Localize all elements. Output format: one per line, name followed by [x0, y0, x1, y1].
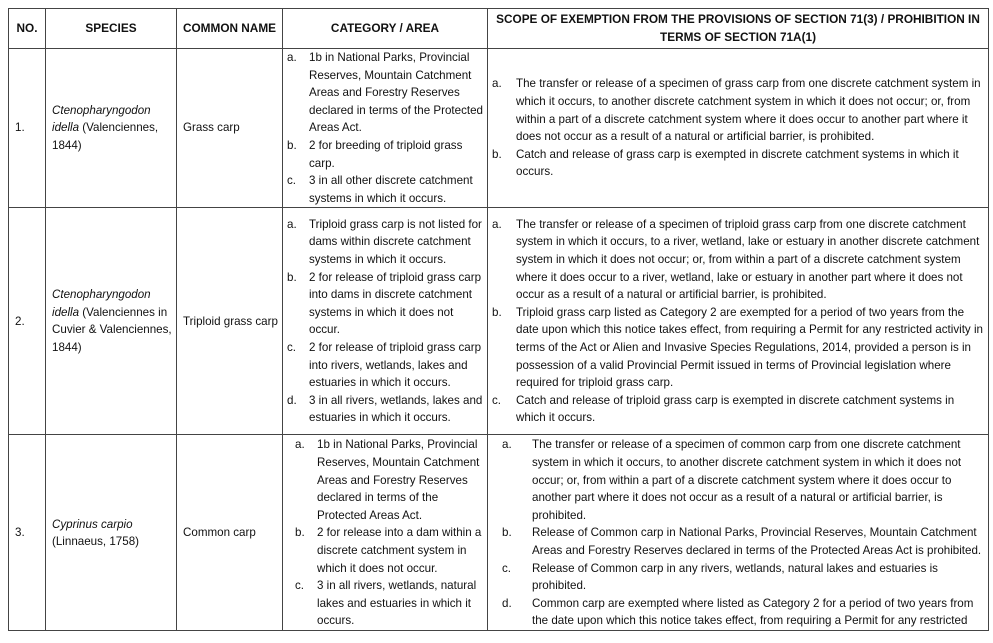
list-item: a. Triploid grass carp is not listed for dams within discrete catchment systems in which it occurs.	[287, 217, 482, 266]
species-authority: (Valenciennes, 1844)	[52, 121, 159, 152]
list-item: c. Release of Common carp in any rivers, wetlands, natural lakes and estuaries is prohibited.	[502, 561, 938, 593]
scope-cell	[488, 435, 989, 631]
category-list	[295, 436, 483, 630]
species-authority: (Valenciennes in Cuvier & Valenciennes, 1844)	[52, 305, 172, 354]
category-cell	[283, 49, 488, 208]
list-item: a. The transfer or release of a specimen of common carp from one discrete catchment system in which it occurs, to another discrete catchment system in which it does not occur; or, from within a part of a discrete catchment system where it does occur to another part where it does not occur as a result of a natural or artificial barrier, is prohibited.	[502, 438, 962, 522]
scope-cell	[488, 208, 989, 435]
list-item: a. 1b in National Parks, Provincial Reserves, Mountain Catchment Areas and Forestry Reserves declared in terms of the Protected Areas Act.	[287, 51, 483, 135]
common-name: Grass carp	[177, 49, 283, 208]
species-cell	[46, 208, 177, 435]
list-item: c. Catch and release of triploid grass carp is exempted in discrete catchment systems in which it occurs.	[492, 393, 955, 425]
table-row	[9, 435, 989, 631]
scope-list	[492, 216, 984, 427]
common-name: Common carp	[177, 435, 283, 631]
species-exemption-table	[8, 8, 989, 631]
table-row	[9, 49, 989, 208]
category-cell	[283, 435, 488, 631]
scope-list	[492, 75, 984, 181]
category-cell	[283, 208, 488, 435]
scope-cell	[488, 49, 989, 208]
common-name: Triploid grass carp	[177, 208, 283, 435]
row-number: 3.	[9, 435, 46, 631]
list-item: a. 1b in National Parks, Provincial Reserves, Mountain Catchment Areas and Forestry Reserves declared in terms of the Protected Areas Act.	[295, 438, 480, 522]
list-item: a. The transfer or release of a specimen of triploid grass carp from one discrete catchment system in which it occurs, to a river, wetland, lake or estuary in another discrete catchment system in which it does not occur; or, from within a part of a discrete catchment system where it does occur to a river, wetland, lake or estuary in another part where it does not occur as a result of a natural or artificial barrier, is prohibited.	[492, 217, 980, 302]
list-item: b. Triploid grass carp listed as Category 2 are exempted for a period of two years from the date upon which this notice takes effect, from requiring a Permit for any restricted activity in terms of the Act or Alien and Invasive Species Regulations, 2014, provided a person is in possession of a valid Provincial Permit issued in terms of Provincial legislation where required for triploid grass carp.	[492, 305, 983, 390]
list-item: b. Catch and release of grass carp is exempted in discrete catchment systems in which it occurs.	[492, 147, 959, 179]
row-number: 1.	[9, 49, 46, 208]
list-item: c. 3 in all other discrete catchment systems in which it occurs.	[287, 174, 473, 205]
list-item: c. 2 for release of triploid grass carp into rivers, wetlands, lakes and estuaries in which it occurs.	[287, 340, 482, 390]
list-item: d. 3 in all rivers, wetlands, lakes and estuaries in which it occurs.	[287, 393, 483, 425]
species-authority: (Linnaeus, 1758)	[52, 535, 140, 549]
species-scientific-name: Ctenopharyngodon idella	[52, 288, 151, 319]
list-item: b. 2 for release into a dam within a discrete catchment system in which it does not occur.	[295, 526, 482, 575]
scope-list	[502, 436, 984, 630]
header-species: SPECIES	[46, 9, 177, 49]
header-common-name: COMMON NAME	[177, 9, 283, 49]
species-cell	[46, 435, 177, 631]
header-row	[9, 9, 989, 49]
category-list	[287, 49, 483, 207]
header-category: CATEGORY / AREA	[283, 9, 488, 49]
list-item: d. Common carp are exempted where listed as Category 2 for a period of two years from the date upon which this notice takes effect, from requiring a Permit for any restricted	[502, 596, 974, 628]
list-item: b. 2 for breeding of triploid grass carp.	[287, 138, 463, 170]
list-item: b. 2 for release of triploid grass carp into dams in discrete catchment systems in which it does not occur.	[287, 270, 482, 337]
header-scope: SCOPE OF EXEMPTION FROM THE PROVISIONS OF SECTION 71(3) / PROHIBITION IN TERMS OF SECTION 71A(1)	[488, 9, 989, 49]
list-item: b. Release of Common carp in National Parks, Provincial Reserves, Mountain Catchment Areas and Forestry Reserves declared in terms of the Protected Areas Act is prohibited.	[502, 526, 982, 557]
category-list	[287, 216, 483, 427]
species-scientific-name: Ctenopharyngodon idella	[52, 103, 151, 135]
species-scientific-name: Cyprinus carpio	[52, 517, 133, 531]
species-cell	[46, 49, 177, 208]
table-row	[9, 208, 989, 435]
list-item: c. 3 in all rivers, wetlands, natural lakes and estuaries in which it occurs.	[295, 579, 477, 628]
row-number: 2.	[9, 208, 46, 435]
header-no: NO.	[9, 9, 46, 49]
list-item: a. The transfer or release of a specimen of grass carp from one discrete catchment system in which it occurs, to another discrete catchment system in which it does not occur; or, from within a part of a discrete catchment system where it does occur to another part where it does not occur as a result of a natural or artificial barrier, is prohibited.	[492, 77, 981, 144]
